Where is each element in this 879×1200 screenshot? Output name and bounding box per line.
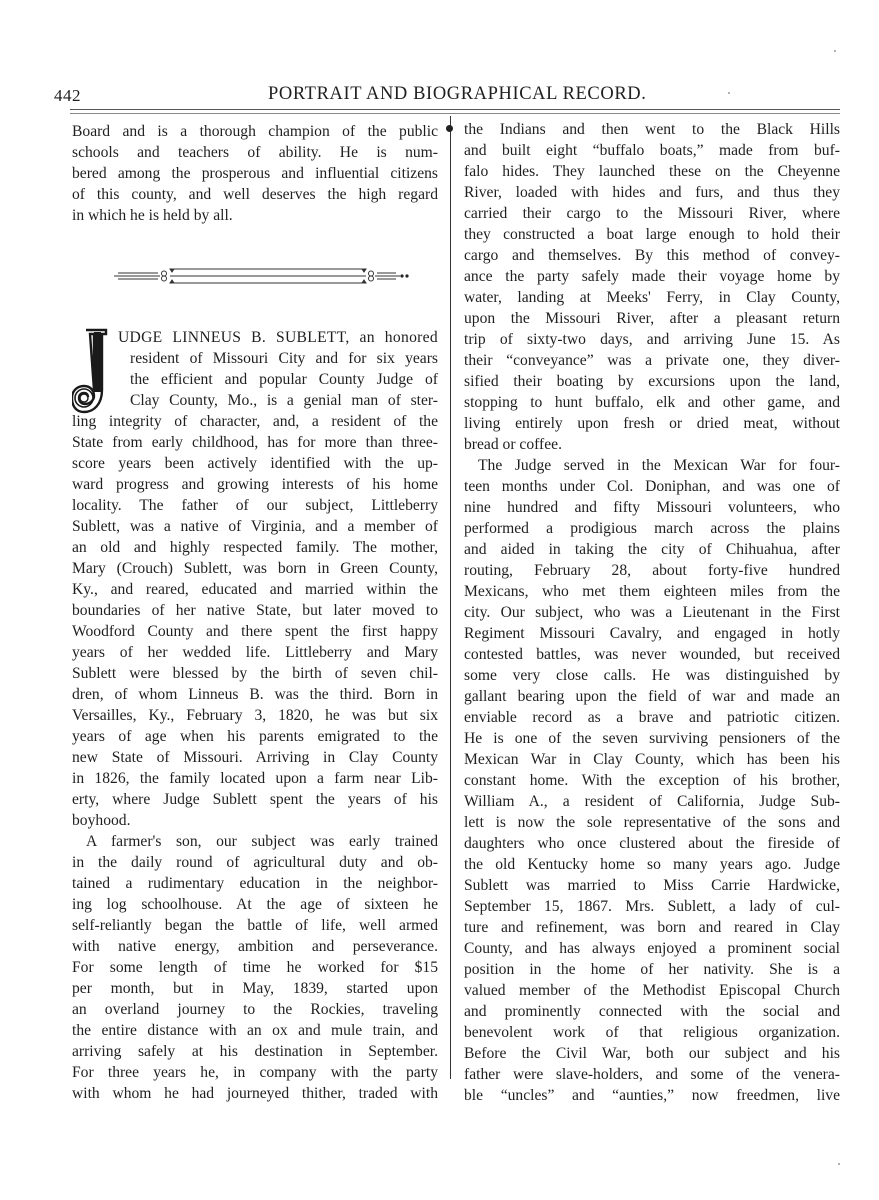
text-line: He is one of the seven surviving pensioners of the [464, 730, 840, 747]
text-line: Clay County, Mo., is a genial man of ster- [130, 392, 438, 409]
text-line: Sublett were blessed by the birth of seven chil- [72, 665, 438, 682]
left-column-continuation [72, 121, 438, 226]
text-line: The Judge served in the Mexican War for four- [478, 457, 840, 474]
text-line: the Indians and then went to the Black Hills [464, 121, 840, 138]
text-line: nine hundred and fifty Missouri volunteers, who [464, 499, 840, 516]
text-line: water, landing at Meeks' Ferry, in Clay County, [464, 289, 840, 306]
text-line: contested battles, was never wounded, but received [464, 646, 840, 663]
text-line: County, and has always enjoyed a prominent social [464, 940, 840, 957]
text-line: UDGE LINNEUS B. SUBLETT, an honored [118, 329, 438, 346]
scan-speck [838, 1163, 840, 1165]
text-line: score years been actively identified with the up- [72, 455, 438, 472]
text-line: boyhood. [72, 812, 131, 829]
text-line: in which he is held by all. [72, 207, 233, 224]
text-line: gallant bearing upon the field of war and made an [464, 688, 840, 705]
text-line: For some length of time he worked for $15 [72, 959, 438, 976]
text-line: lett is now the sole representative of the sons and [464, 814, 840, 831]
text-line: some very close calls. He was distinguished by [464, 667, 840, 684]
dropcap-lines [118, 327, 438, 411]
text-line: dren, of whom Linneus B. was the third. Born in [72, 686, 438, 703]
text-line: and built eight “buffalo boats,” made from buf- [464, 142, 840, 159]
text-line: performed a prodigious march across the plains [464, 520, 840, 537]
text-line: daughters who once clustered about the fireside of [464, 835, 840, 852]
text-line: stopping to hunt buffalo, elk and other game, and [464, 394, 840, 411]
text-line: an old and highly respected family. The mother, [72, 539, 438, 556]
text-line: bered among the prosperous and influential citizens [72, 165, 438, 182]
text-line: routing, February 28, about forty-five hundred [464, 562, 840, 579]
decorative-rule-ornament-icon [112, 264, 410, 288]
right-column [464, 119, 840, 1106]
text-line: they constructed a boat large enough to hold their [464, 226, 840, 243]
text-line: valued member of the Methodist Episcopal Church [464, 982, 840, 999]
text-line: William A., a resident of California, Judge Sub- [464, 793, 840, 810]
text-line: with native energy, ambition and perseverance. [72, 938, 438, 955]
running-title: PORTRAIT AND BIOGRAPHICAL RECORD. [268, 84, 647, 104]
text-line: new State of Missouri. Arriving in Clay County [72, 749, 438, 766]
text-line: the entire distance with an ox and mule train, and [72, 1022, 438, 1039]
text-line: teen months under Col. Doniphan, and was one of [464, 478, 840, 495]
text-line: bread or coffee. [464, 436, 562, 453]
text-line: Mexicans, who met them eighteen miles from the [464, 583, 840, 600]
page-number: 442 [54, 86, 81, 105]
text-line: tained a rudimentary education in the neighbor- [72, 875, 438, 892]
scan-speck [728, 92, 730, 94]
text-line: boundaries of her native State, but later moved to [72, 602, 438, 619]
text-line: with whom he had journeyed thither, traded with [72, 1085, 438, 1102]
text-line: upon the Missouri River, after a pleasant return [464, 310, 840, 327]
text-line: benevolent work of that religious organization. [464, 1024, 840, 1041]
text-line: years of her wedded life. Littleberry and Mary [72, 644, 438, 661]
text-line: Versailles, Ky., February 3, 1820, he was but six [72, 707, 438, 724]
text-line: For three years he, in company with the party [72, 1064, 438, 1081]
dropcap-j-icon [72, 328, 108, 414]
text-line: erty, where Judge Sublett spent the years of his [72, 791, 438, 808]
text-line: of this county, and well deserves the high regard [72, 186, 438, 203]
text-line: ture and refinement, was born and reared in Clay [464, 919, 840, 936]
text-line: State from early childhood, has for more than three- [72, 434, 438, 451]
text-line: and prominently connected with the social and [464, 1003, 840, 1020]
text-line: in the daily round of agricultural duty and ob- [72, 854, 438, 871]
text-line: years of age when his parents emigrated to the [72, 728, 438, 745]
text-line: and aided in taking the city of Chihuahua, after [464, 541, 840, 558]
text-line: arriving safely at his destination in September. [72, 1043, 438, 1060]
text-line: trip of sixty-two days, and arriving June 15. As [464, 331, 840, 348]
text-line: River, loaded with hides and furs, and thus they [464, 184, 840, 201]
text-line: their “conveyance” was a private one, they diver- [464, 352, 840, 369]
text-line: Ky., and reared, educated and married within the [72, 581, 438, 598]
text-line: the efficient and popular County Judge of [130, 371, 438, 388]
text-line: ling integrity of character, and, a resident of the [72, 413, 438, 430]
text-line: enviable record as a brave and patriotic citizen. [464, 709, 840, 726]
text-line: living entirely upon fresh or dried meat, without [464, 415, 840, 432]
text-line: constant home. With the exception of his brother, [464, 772, 840, 789]
text-line: sified their boating by excursions upon the land, [464, 373, 840, 390]
text-line: schools and teachers of ability. He is num- [72, 144, 438, 161]
text-line: September 15, 1867. Mrs. Sublett, a lady of cul- [464, 898, 840, 915]
text-line: position in the home of her nativity. She is a [464, 961, 840, 978]
text-line: ward progress and growing interests of his home [72, 476, 438, 493]
text-line: Before the Civil War, both our subject and his [464, 1045, 840, 1062]
text-line: ble “uncles” and “aunties,” now freedmen, live [464, 1087, 840, 1104]
column-divider-mark [446, 125, 453, 132]
text-line: Woodford County and there spent the first happy [72, 623, 438, 640]
text-line: Regiment Missouri Cavalry, and engaged in hotly [464, 625, 840, 642]
text-line: ing log schoolhouse. At the age of sixteen he [72, 896, 438, 913]
text-line: in 1826, the family located upon a farm near Lib- [72, 770, 438, 787]
column-divider [450, 116, 451, 1079]
text-line: per month, but in May, 1839, started upon [72, 980, 438, 997]
text-line: A farmer's son, our subject was early trained [86, 833, 438, 850]
text-line: an overland journey to the Rockies, traveling [72, 1001, 438, 1018]
text-line: ance the party safely made their voyage home by [464, 268, 840, 285]
header-rule-top [70, 109, 840, 110]
text-line: Board and is a thorough champion of the public [72, 123, 438, 140]
text-line: falo hides. They launched these on the Cheyenne [464, 163, 840, 180]
left-column-body [72, 411, 438, 1104]
text-line: Mexican War in Clay County, which has been his [464, 751, 840, 768]
text-line: the old Kentucky home so many years ago. Judge [464, 856, 840, 873]
text-line: father were slave-holders, and some of the venera- [464, 1066, 840, 1083]
text-line: carried their cargo to the Missouri River, where [464, 205, 840, 222]
text-line: locality. The father of our subject, Littleberry [72, 497, 438, 514]
page-header [54, 84, 840, 110]
text-line: Mary (Crouch) Sublett, was born in Green County, [72, 560, 438, 577]
text-line: self-reliantly began the battle of life, well armed [72, 917, 438, 934]
text-line: cargo and themselves. By this method of convey- [464, 247, 840, 264]
text-line: city. Our subject, who was a Lieutenant in the First [464, 604, 840, 621]
header-rule-bottom [70, 113, 840, 114]
text-line: Sublett was married to Miss Carrie Hardwicke, [464, 877, 840, 894]
text-line: resident of Missouri City and for six years [130, 350, 438, 367]
scan-speck [834, 50, 836, 52]
text-line: Sublett, was a native of Virginia, and a member of [72, 518, 438, 535]
